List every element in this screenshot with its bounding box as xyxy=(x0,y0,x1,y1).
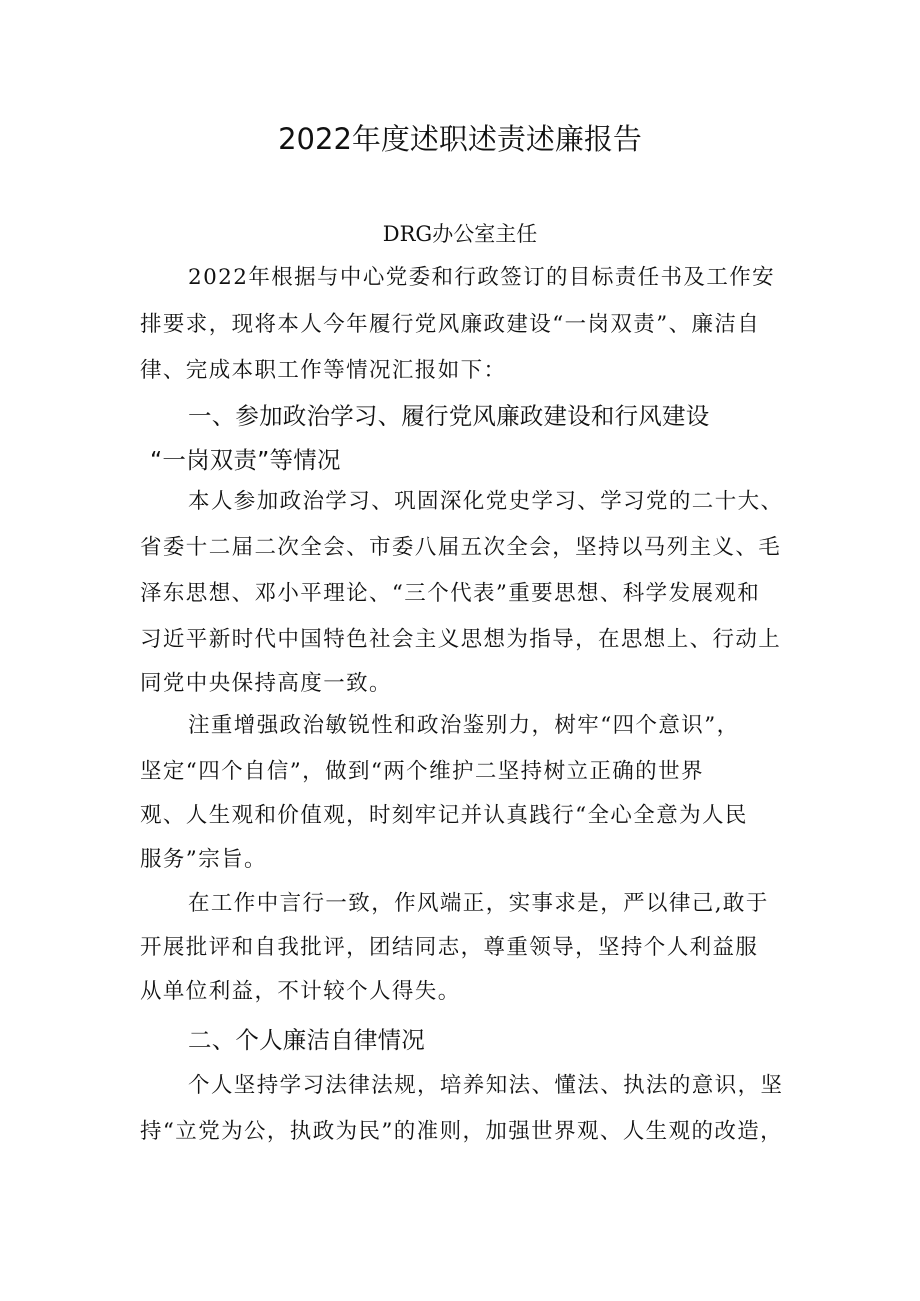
paragraph-line: 本人参加政治学习、巩固深化党史学习、学习党的二十大、 xyxy=(188,489,784,514)
intro-line: 2022年根据与中心党委和行政签订的目标责任书及工作安 xyxy=(188,265,776,290)
paragraph-line: 从单位利益，不计较个人得失。 xyxy=(140,979,461,1004)
paragraph-line: 省委十二届二次全会、市委八届五次全会，坚持以马列主义、毛 xyxy=(140,535,782,560)
paragraph-line: 持“立党为公，执政为民”的准则，加强世界观、人生观的改造， xyxy=(140,1119,784,1144)
paragraph-line: 习近平新时代中国特色社会主义思想为指导，在思想上、行动上 xyxy=(140,627,782,652)
section-heading: 二、个人廉洁自律情况 xyxy=(188,1026,425,1054)
document-author: DRG办公室主任 xyxy=(382,222,538,246)
paragraph-line: 同党中央保持高度一致。 xyxy=(140,671,392,696)
paragraph-line: 观、人生观和价值观，时刻牢记并认真践行“全心全意为人民 xyxy=(140,803,748,828)
intro-line: 排要求，现将本人今年履行党风廉政建设“一岗双责”、廉洁自 xyxy=(140,312,761,337)
paragraph-line: 注重增强政治敏锐性和政治鉴别力，树牢“四个意识”， xyxy=(188,713,740,738)
intro-line: 律、完成本职工作等情况汇报如下： xyxy=(140,358,507,383)
paragraph-line: 坚定“四个自信”，做到“两个维护二坚持树立正确的世界 xyxy=(140,759,704,784)
paragraph-line: 在工作中言行一致，作风端正，实事求是，严以律己,敢于 xyxy=(188,891,769,916)
paragraph-line: 服务”宗旨。 xyxy=(140,847,267,872)
paragraph-line: 个人坚持学习法律法规，培养知法、懂法、执法的意识，坚 xyxy=(188,1073,784,1098)
paragraph-line: 开展批评和自我批评，团结同志，尊重领导，坚持个人利益服 xyxy=(140,935,759,960)
paragraph-line: 泽东思想、邓小平理论、“三个代表”重要思想、科学发展观和 xyxy=(140,581,761,606)
section-heading: 一、参加政治学习、履行党风廉政建设和行风建设 xyxy=(188,402,710,430)
section-heading: “一岗双责”等情况 xyxy=(150,446,341,474)
document-title: 2022年度述职述责述廉报告 xyxy=(278,122,642,156)
